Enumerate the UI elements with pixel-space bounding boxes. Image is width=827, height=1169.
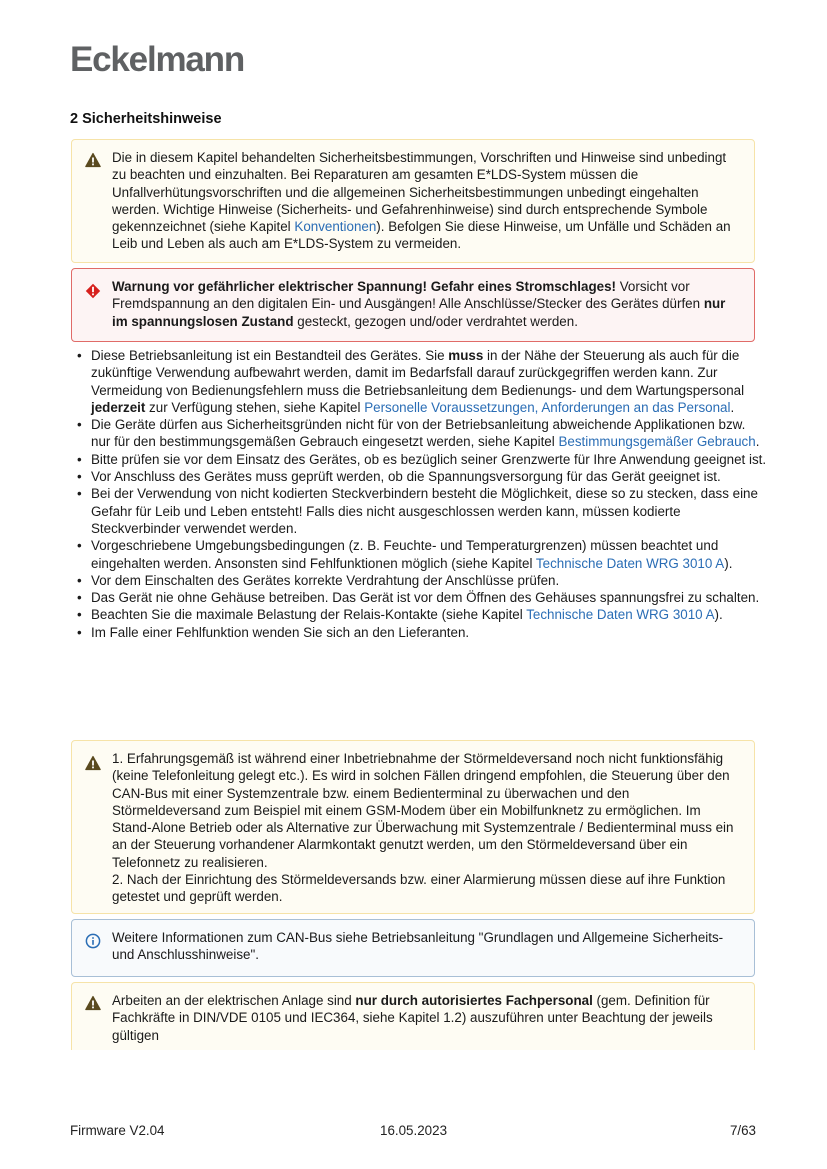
notice-text: Vorsicht vor Fremdspannung an den digitalen Ein- und Ausgängen! Alle Anschlüsse/Stecker des Gerätes dürfen (112, 279, 704, 312)
info-notice (71, 919, 755, 977)
info-circle-icon (85, 933, 101, 949)
section-title: 2 Sicherheitshinweise (70, 111, 222, 127)
notice-paragraph: 2. Nach der Einrichtung des Störmeldeversands bzw. einer Alarmierung müssen diese auf ihre Funktion getestet und geprüft werden. (112, 872, 726, 905)
list-item (77, 537, 767, 572)
link-personelle-voraussetzungen[interactable]: Personelle Voraussetzungen, Anforderungen an das Personal (364, 399, 731, 415)
list-item: • Vor dem Einschalten des Gerätes korrekte Verdrahtung der Anschlüsse prüfen. (77, 572, 767, 589)
notice-text: gesteckt, gezogen und/oder verdrahtet werden. (293, 313, 578, 329)
list-item-emphasis: muss (448, 348, 484, 363)
warning-triangle-icon (85, 995, 101, 1011)
company-logo: Eckelmann (70, 40, 245, 79)
list-item-text: Beachten Sie die maximale Belastung der Relais-Kontakte (siehe Kapitel (91, 607, 527, 623)
list-item-text: ). (724, 555, 733, 571)
warning-notice-alarm (71, 740, 755, 914)
link-technische-daten[interactable]: Technische Daten WRG 3010 A (526, 607, 715, 623)
list-item-text: . (730, 399, 735, 415)
list-item: • Im Falle einer Fehlfunktion wenden Sie sich an den Lieferanten. (77, 624, 767, 641)
danger-heading: Warnung vor gefährlicher elektrischer Spannung! Gefahr eines Stromschlages! (112, 279, 617, 294)
list-item-text: Vorgeschriebene Umgebungsbedingungen (z. B. Feuchte- und Temperaturgrenzen) müssen beachtet und eingehalten werden. Ansonsten sind Fehlfunktionen möglich (siehe Kapitel (91, 538, 719, 571)
safety-bullet-list (77, 347, 767, 641)
list-item: • Bei der Verwendung von nicht kodierten Steckverbindern besteht die Möglichkeit, diese so zu stecken, dass eine Gefahr für Leib und Leben entsteht! Falls dies nicht ausgeschlossen werden kann, müssen kodierte Steckverbinder verwendet werden. (77, 485, 767, 537)
link-bestimmungsgemaesser-gebrauch[interactable]: Bestimmungsgemäßer Gebrauch (558, 434, 756, 450)
list-item (77, 606, 767, 623)
list-item (77, 416, 767, 451)
list-item: • Das Gerät nie ohne Gehäuse betreiben. Das Gerät ist vor dem Öffnen des Gehäuses spannungsfrei zu schalten. (77, 589, 767, 606)
footer-date: 16.05.2023 (380, 1123, 448, 1138)
list-item-text: Diese Betriebsanleitung ist ein Bestandteil des Gerätes. Sie (91, 348, 449, 363)
notice-emphasis: nur im spannungslosen Zustand (112, 296, 726, 329)
list-item-text: . (755, 434, 760, 450)
footer-firmware: Firmware V2.04 (70, 1123, 165, 1138)
warning-notice (71, 139, 755, 263)
list-item-text: Die Geräte dürfen aus Sicherheitsgründen nicht für von der Betriebsanleitung abweichende Applikationen bzw. nur für den bestimmungsgemäßen Gebrauch eingesetzt werden, siehe Kapitel (91, 417, 746, 450)
notice-emphasis: nur durch autorisiertes Fachpersonal (355, 993, 593, 1008)
danger-notice (71, 268, 755, 342)
warning-notice-electrical (71, 982, 755, 1050)
list-item-emphasis: jederzeit (91, 399, 146, 415)
danger-diamond-icon (85, 283, 101, 299)
warning-triangle-icon (85, 152, 101, 168)
link-technische-daten[interactable]: Technische Daten WRG 3010 A (535, 555, 725, 571)
footer-page-number: 7/63 (729, 1123, 756, 1138)
notice-paragraph: 1. Erfahrungsgemäß ist während einer Inbetriebnahme der Störmeldeversand noch nicht funktionsfähig (keine Telefonleitung gelegt etc.). Es wird in solchen Fällen dringend empfohlen, die Steuerung über den CAN-Bus mit einer Systemzentrale bzw. einem Bedienterminal zu überwachen und den Störmeldeversand zum Beispiel mit einem GSM-Modem über ein Mobilfunknetz zu ermöglichen. Im Stand-Alone Betrieb oder als Alternative zur Überwachung mit Systemzentrale / Bedienterminal muss ein an der Steuerung vorhandener Alarmkontakt genutzt werden, um den Störmeldeversand über ein Telefonnetz zu realisieren. (112, 751, 734, 870)
list-item (77, 347, 767, 416)
list-item-text: zur Verfügung stehen, siehe Kapitel (145, 399, 365, 415)
notice-text: Arbeiten an der elektrischen Anlage sind (112, 993, 356, 1008)
notice-text: Die in diesem Kapitel behandelten Sicherheitsbestimmungen, Vorschriften und Hinweise sind unbedingt zu beachten und einzuhalten. Bei Reparaturen am gesamten E*LDS-System müssen die Unfallverhütungsvorschriften und die allgemeinen Sicherheitsbestimmungen unbedingt eingehalten werden. Wichtige Hinweise (Sicherheits- und Gefahrenhinweise) sind durch entsprechende Symbole gekennzeichnet (siehe Kapitel (112, 150, 727, 235)
warning-triangle-icon (85, 755, 101, 771)
list-item-text: in der Nähe der Steuerung als auch für die zukünftige Verwendung aufbewahrt werden, damit im Bedarfsfall darauf zurückgegriffen werden kann. Zur Vermeidung von Bedienungsfehlern muss die Betriebsanleitung dem Bedienungs- und dem Wartungspersonal (91, 348, 745, 398)
notice-text: Weitere Informationen zum CAN-Bus siehe Betriebsanleitung "Grundlagen und Allgemeine Sicherheits- und Anschlusshinweise". (112, 930, 724, 963)
notice-text: ). Befolgen Sie diese Hinweise, um Unfälle und Schäden an Leib und Leben als auch am E*LDS-System zu vermeiden. (112, 219, 731, 252)
notice-text: (gem. Definition für Fachkräfte in DIN/VDE 0105 und IEC364, siehe Kapitel 1.2) auszuführen unter Beachtung der jeweils gültigen (112, 993, 713, 1043)
list-item: • Vor Anschluss des Gerätes muss geprüft werden, ob die Spannungsversorgung für das Gerät geeignet ist. (77, 468, 767, 485)
list-item: • Bitte prüfen sie vor dem Einsatz des Gerätes, ob es bezüglich seiner Grenzwerte für Ihre Anwendung geeignet ist. (77, 451, 767, 468)
list-item-text: ). (714, 607, 723, 623)
link-konventionen[interactable]: Konventionen (294, 219, 377, 235)
